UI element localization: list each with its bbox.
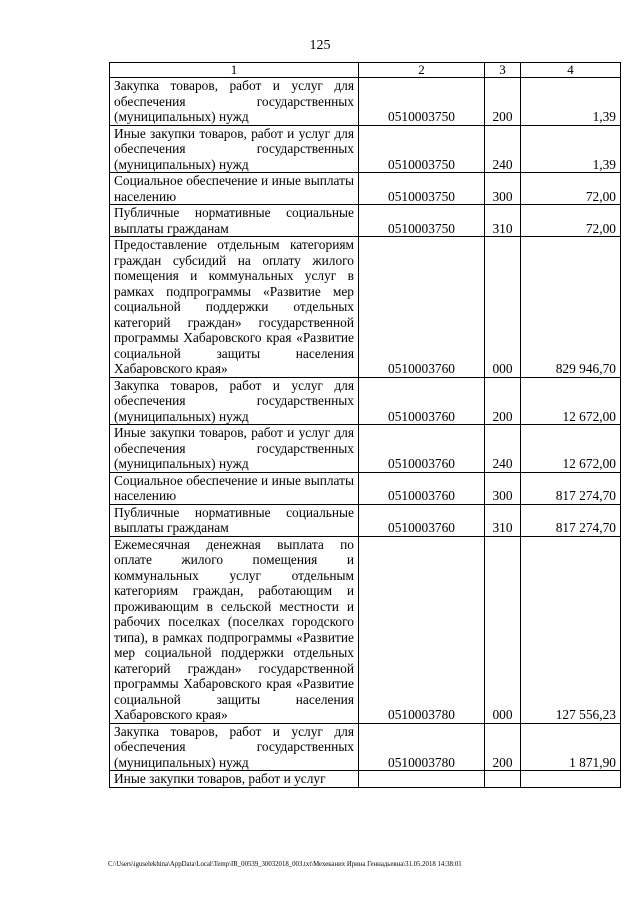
row-vr-cell: 200 — [485, 723, 521, 771]
row-name-cell: Публичные нормативные социальные выплаты гражданам — [110, 504, 359, 536]
row-vr-cell: 310 — [485, 504, 521, 536]
row-name-cell: Ежемесячная денежная выплата по оплате жилого помещения и коммунальных услуг отдельным категориям граждан, работающим и проживающим в сельской местности и рабочих поселках (поселках городского типа), в рамках подпрограммы «Развитие мер социальной поддержки отдельных категорий граждан» государственной программы Хабаровского края «Развитие социальной защиты населения Хабаровского края» — [110, 536, 359, 723]
row-name-cell: Предоставление отдельным категориям граждан субсидий на оплату жилого помещения и коммунальных услуг в рамках подпрограммы «Развитие мер социальной поддержки отдельных категорий граждан» государственной программы Хабаровского края «Развитие социальной защиты населения Хабаровского края» — [110, 237, 359, 378]
row-vr-cell: 000 — [485, 536, 521, 723]
row-code-cell: 0510003750 — [359, 205, 485, 237]
row-sum-cell: 817 274,70 — [521, 472, 621, 504]
row-sum-cell: 72,00 — [521, 173, 621, 205]
row-code-cell — [359, 771, 485, 788]
row-code-cell: 0510003780 — [359, 536, 485, 723]
table-header-row — [110, 63, 621, 78]
row-code-cell: 0510003760 — [359, 237, 485, 378]
row-code-cell: 0510003760 — [359, 504, 485, 536]
row-name-cell: Закупка товаров, работ и услуг для обеспечения государственных (муниципальных) нужд — [110, 723, 359, 771]
row-sum-cell: 817 274,70 — [521, 504, 621, 536]
row-sum-cell: 1,39 — [521, 125, 621, 173]
header-col-sum: 4 — [521, 63, 621, 78]
table-row — [110, 237, 621, 378]
row-code-cell: 0510003760 — [359, 472, 485, 504]
row-vr-cell: 200 — [485, 377, 521, 425]
table-row — [110, 536, 621, 723]
row-sum-cell — [521, 771, 621, 788]
row-name-cell: Социальное обеспечение и иные выплаты населению — [110, 472, 359, 504]
table-row — [110, 377, 621, 425]
row-vr-cell: 240 — [485, 425, 521, 473]
row-code-cell: 0510003750 — [359, 78, 485, 126]
table-row — [110, 205, 621, 237]
row-vr-cell: 300 — [485, 173, 521, 205]
page-number: 125 — [309, 38, 331, 53]
row-vr-cell — [485, 771, 521, 788]
row-name-cell: Иные закупки товаров, работ и услуг для обеспечения государственных (муниципальных) нужд — [110, 125, 359, 173]
row-vr-cell: 240 — [485, 125, 521, 173]
table-row — [110, 425, 621, 473]
header-col-code: 2 — [359, 63, 485, 78]
row-code-cell: 0510003760 — [359, 425, 485, 473]
table-row — [110, 78, 621, 126]
budget-table — [109, 62, 621, 788]
header-col-name: 1 — [110, 63, 359, 78]
row-vr-cell: 300 — [485, 472, 521, 504]
row-vr-cell: 200 — [485, 78, 521, 126]
row-vr-cell: 310 — [485, 205, 521, 237]
header-col-vr: 3 — [485, 63, 521, 78]
row-vr-cell: 000 — [485, 237, 521, 378]
row-code-cell: 0510003760 — [359, 377, 485, 425]
table-row — [110, 173, 621, 205]
table-row — [110, 472, 621, 504]
row-name-cell: Социальное обеспечение и иные выплаты населению — [110, 173, 359, 205]
row-name-cell: Публичные нормативные социальные выплаты гражданам — [110, 205, 359, 237]
row-sum-cell: 72,00 — [521, 205, 621, 237]
row-sum-cell: 127 556,23 — [521, 536, 621, 723]
row-sum-cell: 12 672,00 — [521, 425, 621, 473]
row-sum-cell: 1,39 — [521, 78, 621, 126]
table-row — [110, 723, 621, 771]
row-name-cell: Иные закупки товаров, работ и услуг — [110, 771, 359, 788]
table-row — [110, 771, 621, 788]
row-code-cell: 0510003780 — [359, 723, 485, 771]
row-sum-cell: 1 871,90 — [521, 723, 621, 771]
row-sum-cell: 829 946,70 — [521, 237, 621, 378]
row-code-cell: 0510003750 — [359, 125, 485, 173]
row-name-cell: Иные закупки товаров, работ и услуг для обеспечения государственных (муниципальных) нужд — [110, 425, 359, 473]
row-code-cell: 0510003750 — [359, 173, 485, 205]
table-row — [110, 504, 621, 536]
row-name-cell: Закупка товаров, работ и услуг для обеспечения государственных (муниципальных) нужд — [110, 78, 359, 126]
footer-file-path: C:\Users\iguselekhina\AppData\Local\Temp\IR_00539_30032018_003.txt\Мехеканих Ирина Геннадьевна\31.05.2018 14:38:01 — [108, 861, 462, 868]
row-name-cell: Закупка товаров, работ и услуг для обеспечения государственных (муниципальных) нужд — [110, 377, 359, 425]
row-sum-cell: 12 672,00 — [521, 377, 621, 425]
table-row — [110, 125, 621, 173]
